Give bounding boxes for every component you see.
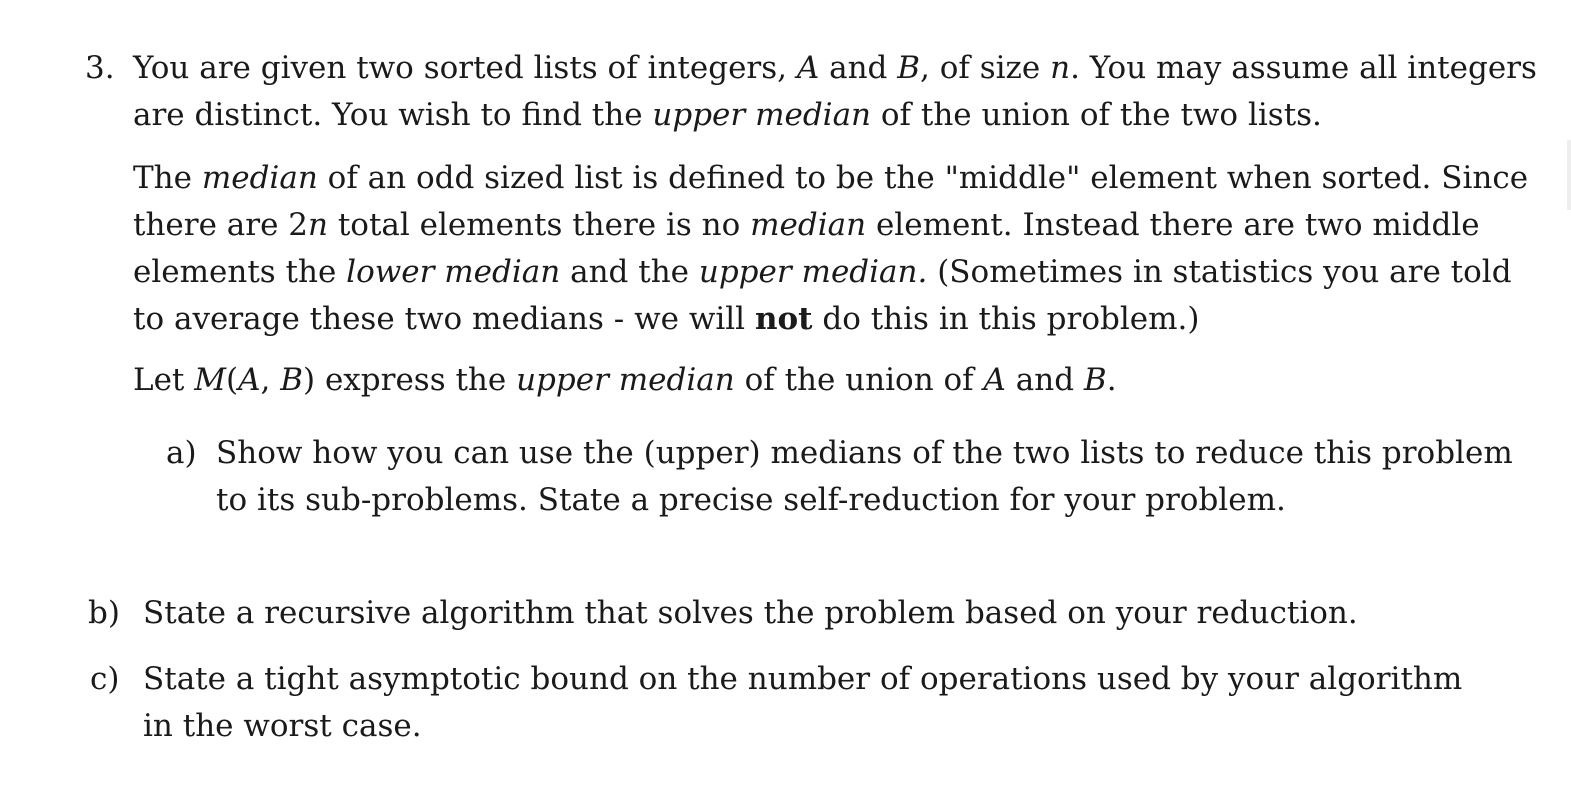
part-a-text: Show how you can use the (upper) medians of the two lists to reduce this problem to its sub-problems. State a precise self-reduction for your problem. xyxy=(216,435,1513,518)
definition-line-4: to average these two medians - we will not do this in this problem.) xyxy=(133,301,1200,337)
part-a-label: a) xyxy=(166,435,197,471)
part-c-text: State a tight asymptotic bound on the number of operations used by your algorithm in the worst case. xyxy=(143,661,1463,744)
definition-paragraph xyxy=(133,155,1528,343)
part-c-label: c) xyxy=(90,661,120,697)
let-statement: Let M(A, B) express the upper median of the union of A and B. xyxy=(133,362,1117,398)
part-b-label: b) xyxy=(88,595,120,631)
intro-line-2: are distinct. You wish to find the upper median of the union of the two lists. xyxy=(133,97,1322,133)
definition-line-3: elements the lower median and the upper median. (Sometimes in statistics you are told xyxy=(133,254,1512,290)
intro-paragraph xyxy=(133,45,1537,139)
page-edge-shadow xyxy=(1567,140,1571,210)
definition-line-2: there are 2n total elements there is no median element. Instead there are two middle xyxy=(133,207,1480,243)
part-b-text: State a recursive algorithm that solves the problem based on your reduction. xyxy=(143,595,1358,631)
definition-line-1: The median of an odd sized list is defined to be the "middle" element when sorted. Since xyxy=(133,160,1529,196)
problem-number: 3. xyxy=(85,50,115,86)
intro-line-1: You are given two sorted lists of integers, A and B, of size n. You may assume all integers xyxy=(133,50,1537,86)
